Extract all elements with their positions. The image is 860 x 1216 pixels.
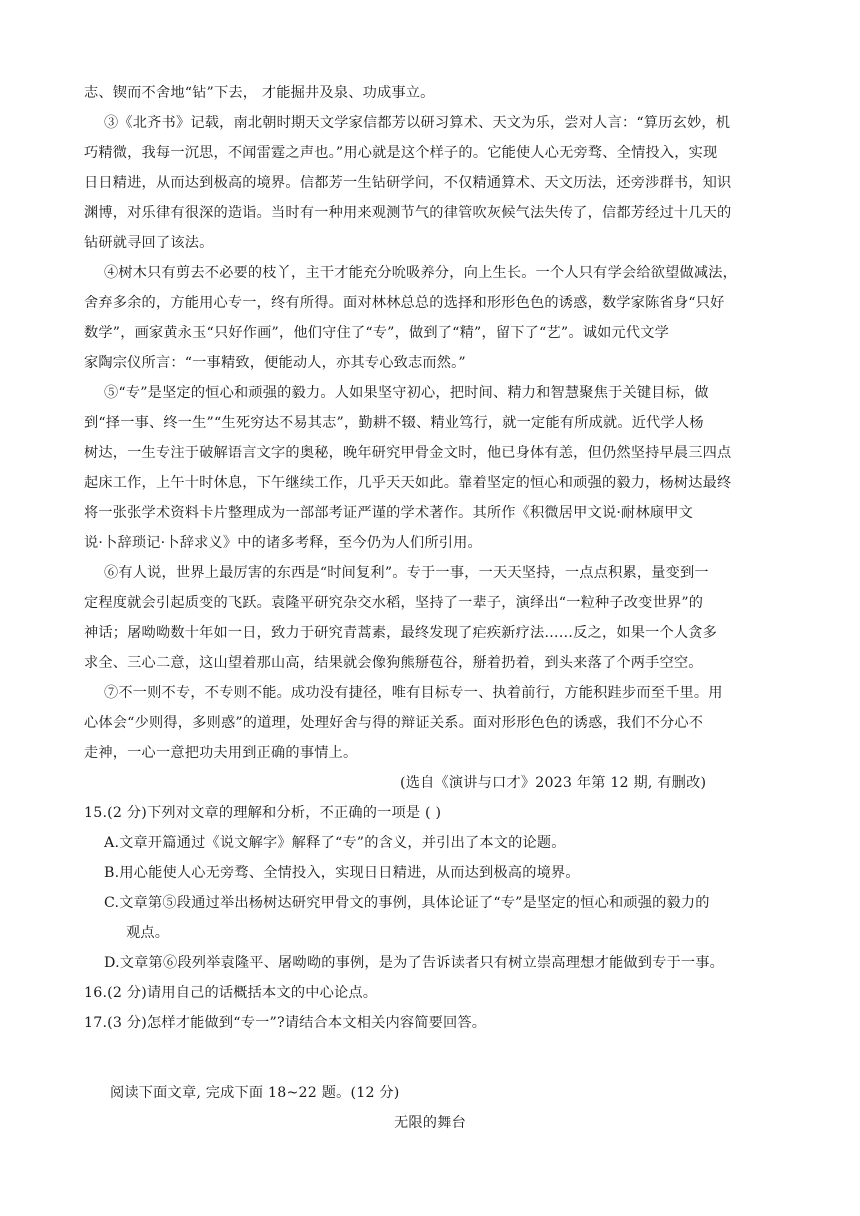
section-instruction: 阅读下面文章, 完成下面 18~22 题。(12 分)	[110, 1085, 400, 1101]
article-line: 神话；屠呦呦数十年如一日，致力于研究青蒿素，最终发现了疟疾新疗法……反之，如果一个人贪多	[84, 625, 718, 641]
article-line: 巧精微，我每一沉思，不闻雷霆之声也。”用心就是这个样子的。它能使人心无旁骛、全情投入，实现	[84, 145, 718, 161]
q15-option-b: B.用心能使人心无旁骛、全情投入，实现日日精进，从而达到极高的境界。	[104, 865, 580, 881]
article-line: 家陶宗仪所言：“一事精致，便能动人，亦其专心致志而然。”	[84, 355, 466, 371]
article-line: 将一张张学术资料卡片整理成为一部部考证严谨的学术著作。其所作《积微居甲文说·耐林庼甲文	[84, 505, 693, 521]
article-line: 定程度就会引起质变的飞跃。袁隆平研究杂交水稻，坚持了一辈子，演绎出“一粒种子改变世界”的	[84, 595, 704, 611]
question-16: 16.(2 分)请用自己的话概括本文的中心论点。	[84, 985, 378, 1001]
article-line: 渊博，对乐律有很深的造诣。当时有一种用来观测节气的律管吹灰候气法失传了，信都芳经过十几天的	[84, 205, 732, 221]
article-line: 求全、三心二意，这山望着那山高，结果就会像狗熊掰苞谷，掰着扔着，到头来落了个两手空空。	[84, 655, 703, 671]
paragraph-5-start: ⑤“专”是坚定的恒心和顽强的毅力。人如果坚守初心，把时间、精力和智慧聚焦于关键目标，做	[104, 385, 709, 401]
article-line: 走神，一心一意把功夫用到正确的事情上。	[84, 745, 358, 761]
q15-option-d: D.文章第⑥段列举袁隆平、屠呦呦的事例，是为了告诉读者只有树立崇高理想才能做到专于一事。	[104, 955, 725, 971]
passage-title: 无限的舞台	[394, 1115, 466, 1131]
paragraph-7-start: ⑦不一则不专，不专则不能。成功没有捷径，唯有目标专一、执着前行，方能积跬步而至千里。用	[104, 685, 723, 701]
q15-option-a: A.文章开篇通过《说文解字》解释了“专”的含义，并引出了本文的论题。	[104, 835, 566, 851]
article-line: 起床工作，上午十时休息，下午继续工作，几乎天天如此。靠着坚定的恒心和顽强的毅力，杨树达最终	[84, 475, 732, 491]
q15-option-c-cont: 观点。	[126, 925, 170, 941]
article-line: 钻研就寻回了该法。	[84, 235, 214, 251]
paragraph-6-start: ⑥有人说，世界上最厉害的东西是“时间复利”。专于一事，一天天坚持，一点点积累，量变到一	[104, 565, 709, 581]
article-source: (选自《演讲与口才》2023 年第 12 期, 有删改)	[400, 775, 707, 791]
article-line: 日日精进，从而达到极高的境界。信都芳一生钻研学问，不仅精通算术、天文历法，还旁涉群书，知识	[84, 175, 732, 191]
paragraph-3-start: ③《北齐书》记载，南北朝时期天文学家信都芳以研习算术、天文为乐，尝对人言：“算历玄妙，机	[104, 115, 731, 131]
article-line: 到“择一事、终一生”“生死穷达不易其志”，勤耕不辍、精业笃行，就一定能有所成就。近代学人杨	[84, 415, 704, 431]
article-line: 心体会“少则得，多则惑”的道理，处理好舍与得的辩证关系。面对形形色色的诱惑，我们不分心不	[84, 715, 704, 731]
question-15: 15.(2 分)下列对文章的理解和分析，不正确的一项是 ( )	[84, 805, 442, 821]
article-line: 树达，一生专注于破解语言文字的奥秘，晚年研究甲骨金文时，他已身体有恙，但仍然坚持早晨三四点	[84, 445, 732, 461]
article-line: 志、锲而不舍地“钻”下去， 才能掘井及泉、功成事立。	[84, 85, 435, 101]
question-17: 17.(3 分)怎样才能做到“专一”?请结合本文相关内容简要回答。	[84, 1015, 487, 1031]
article-line: 舍弃多余的，方能用心专一，终有所得。面对林林总总的选择和形形色色的诱惑，数学家陈省身“只好	[84, 295, 725, 311]
q15-option-c: C.文章第⑤段通过举出杨树达研究甲骨文的事例，具体论证了“专”是坚定的恒心和顽强的毅力的	[104, 895, 710, 911]
article-line: 数学”，画家黄永玉“只好作画”，他们守住了“专”，做到了“精”，留下了“艺”。诚如元代文学	[84, 325, 670, 341]
article-line: 说·卜辞琐记·卜辞求义》中的诸多考释，至今仍为人们所引用。	[84, 535, 482, 551]
paragraph-4-start: ④树木只有剪去不必要的枝丫，主干才能充分吮吸养分，向上生长。一个人只有学会给欲望做减法，	[104, 265, 738, 281]
